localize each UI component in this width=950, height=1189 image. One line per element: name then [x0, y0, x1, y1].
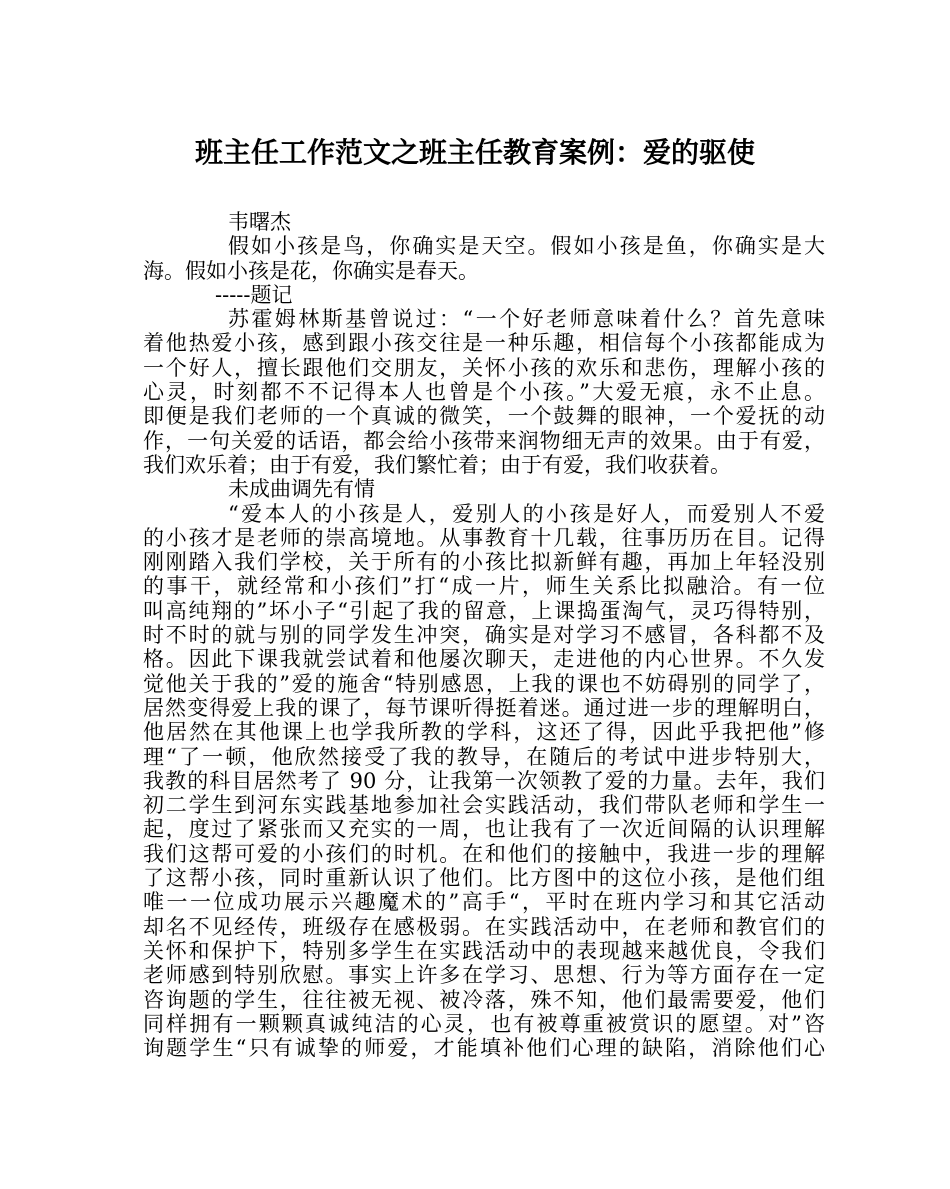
body-line: 理“了一顿，他欣然接受了我的教导，在随后的考试中进步特别大， [143, 744, 825, 769]
body-line: 假如小孩是鸟，你确实是天空。假如小孩是鱼，你确实是大 [228, 234, 825, 259]
body-line: 即便是我们老师的一个真诚的微笑，一个鼓舞的眼神，一个爱抚的动 [143, 404, 825, 429]
body-line: 了这帮小孩，同时重新认识了他们。比方图中的这位小孩，是他们组 [143, 866, 825, 891]
body-line: 起，度过了紧张而又充实的一周，也让我有了一次近间隔的认识理解 [143, 817, 825, 842]
body-line: 询题学生“只有诚挚的师爱，才能填补他们心理的缺陷，消除他们心 [143, 1036, 825, 1061]
body-line: 海。假如小孩是花，你确实是春天。 [143, 258, 479, 283]
body-line: 初二学生到河东实践基地参加社会实践活动，我们带队老师和学生一 [143, 793, 825, 818]
body-line: 觉他关于我的”爱的施舍“特别感恩，上我的课也不妨碍别的同学了， [143, 671, 825, 696]
body-line: 的小孩才是老师的崇高境地。从事教育十几载，往事历历在目。记得 [143, 525, 825, 550]
body-line: 的事干，就经常和小孩们”打“成一片，师生关系比拟融洽。有一位 [143, 574, 825, 599]
body-line: 刚刚踏入我们学校，关于所有的小孩比拟新鲜有趣，再加上年轻没别 [143, 550, 825, 575]
body-line: 作，一句关爱的话语，都会给小孩带来润物细无声的效果。由于有爱， [143, 428, 825, 453]
body-line: 老师感到特别欣慰。事实上许多在学习、思想、行为等方面存在一定 [143, 963, 825, 988]
body-line: 我们这帮可爱的小孩们的时机。在和他们的接触中，我进一步的理解 [143, 841, 825, 866]
body-line: 时不时的就与别的同学发生冲突，确实是对学习不感冒，各科都不及 [143, 623, 825, 648]
body-line: 叫高纯翔的”坏小子“引起了我的留意，上课捣蛋淘气，灵巧得特别， [143, 598, 825, 623]
document-body [143, 210, 825, 1060]
body-line: 唯一一位成功展示兴趣魔术的”高手“，平时在班内学习和其它活动 [143, 890, 825, 915]
page-title: 班主任工作范文之班主任教育案例：爱的驱使 [194, 136, 755, 169]
body-line: 却名不见经传，班级存在感极弱。在实践活动中，在老师和教官们的 [143, 914, 825, 939]
body-line: 苏霍姆林斯基曾说过：“一个好老师意味着什么？首先意味 [228, 307, 825, 332]
body-line: 居然变得爱上我的课了，每节课听得挺着迷。通过进一步的理解明白， [143, 695, 825, 720]
body-line: -----题记 [215, 282, 293, 307]
body-line: 一个好人，擅长跟他们交朋友，关怀小孩的欢乐和悲伤，理解小孩的 [143, 355, 825, 380]
body-line: 韦曙杰 [228, 210, 291, 234]
body-line: 心灵，时刻都不不记得本人也曾是个小孩。”大爱无痕，永不止息。 [143, 380, 825, 405]
body-line: “爱本人的小孩是人，爱别人的小孩是好人，而爱别人不爱 [228, 501, 825, 526]
body-line: 我教的科目居然考了 90 分，让我第一次领教了爱的力量。去年，我们 [143, 768, 825, 793]
body-line: 格。因此下课我就尝试着和他屡次聊天，走进他的内心世界。不久发 [143, 647, 825, 672]
body-line: 他居然在其他课上也学我所教的学科，这还了得，因此乎我把他”修 [143, 720, 825, 745]
body-line: 我们欢乐着；由于有爱，我们繁忙着；由于有爱，我们收获着。 [143, 452, 731, 477]
body-line: 同样拥有一颗颗真诚纯洁的心灵，也有被尊重被赏识的愿望。对”咨 [143, 1011, 825, 1036]
body-line: 着他热爱小孩，感到跟小孩交往是一种乐趣，相信每个小孩都能成为 [143, 331, 825, 356]
body-line: 咨询题的学生，往往被无视、被冷落，殊不知，他们最需要爱，他们 [143, 987, 825, 1012]
body-line: 未成曲调先有情 [228, 477, 375, 502]
body-line: 关怀和保护下，特别多学生在实践活动中的表现越来越优良，令我们 [143, 938, 825, 963]
